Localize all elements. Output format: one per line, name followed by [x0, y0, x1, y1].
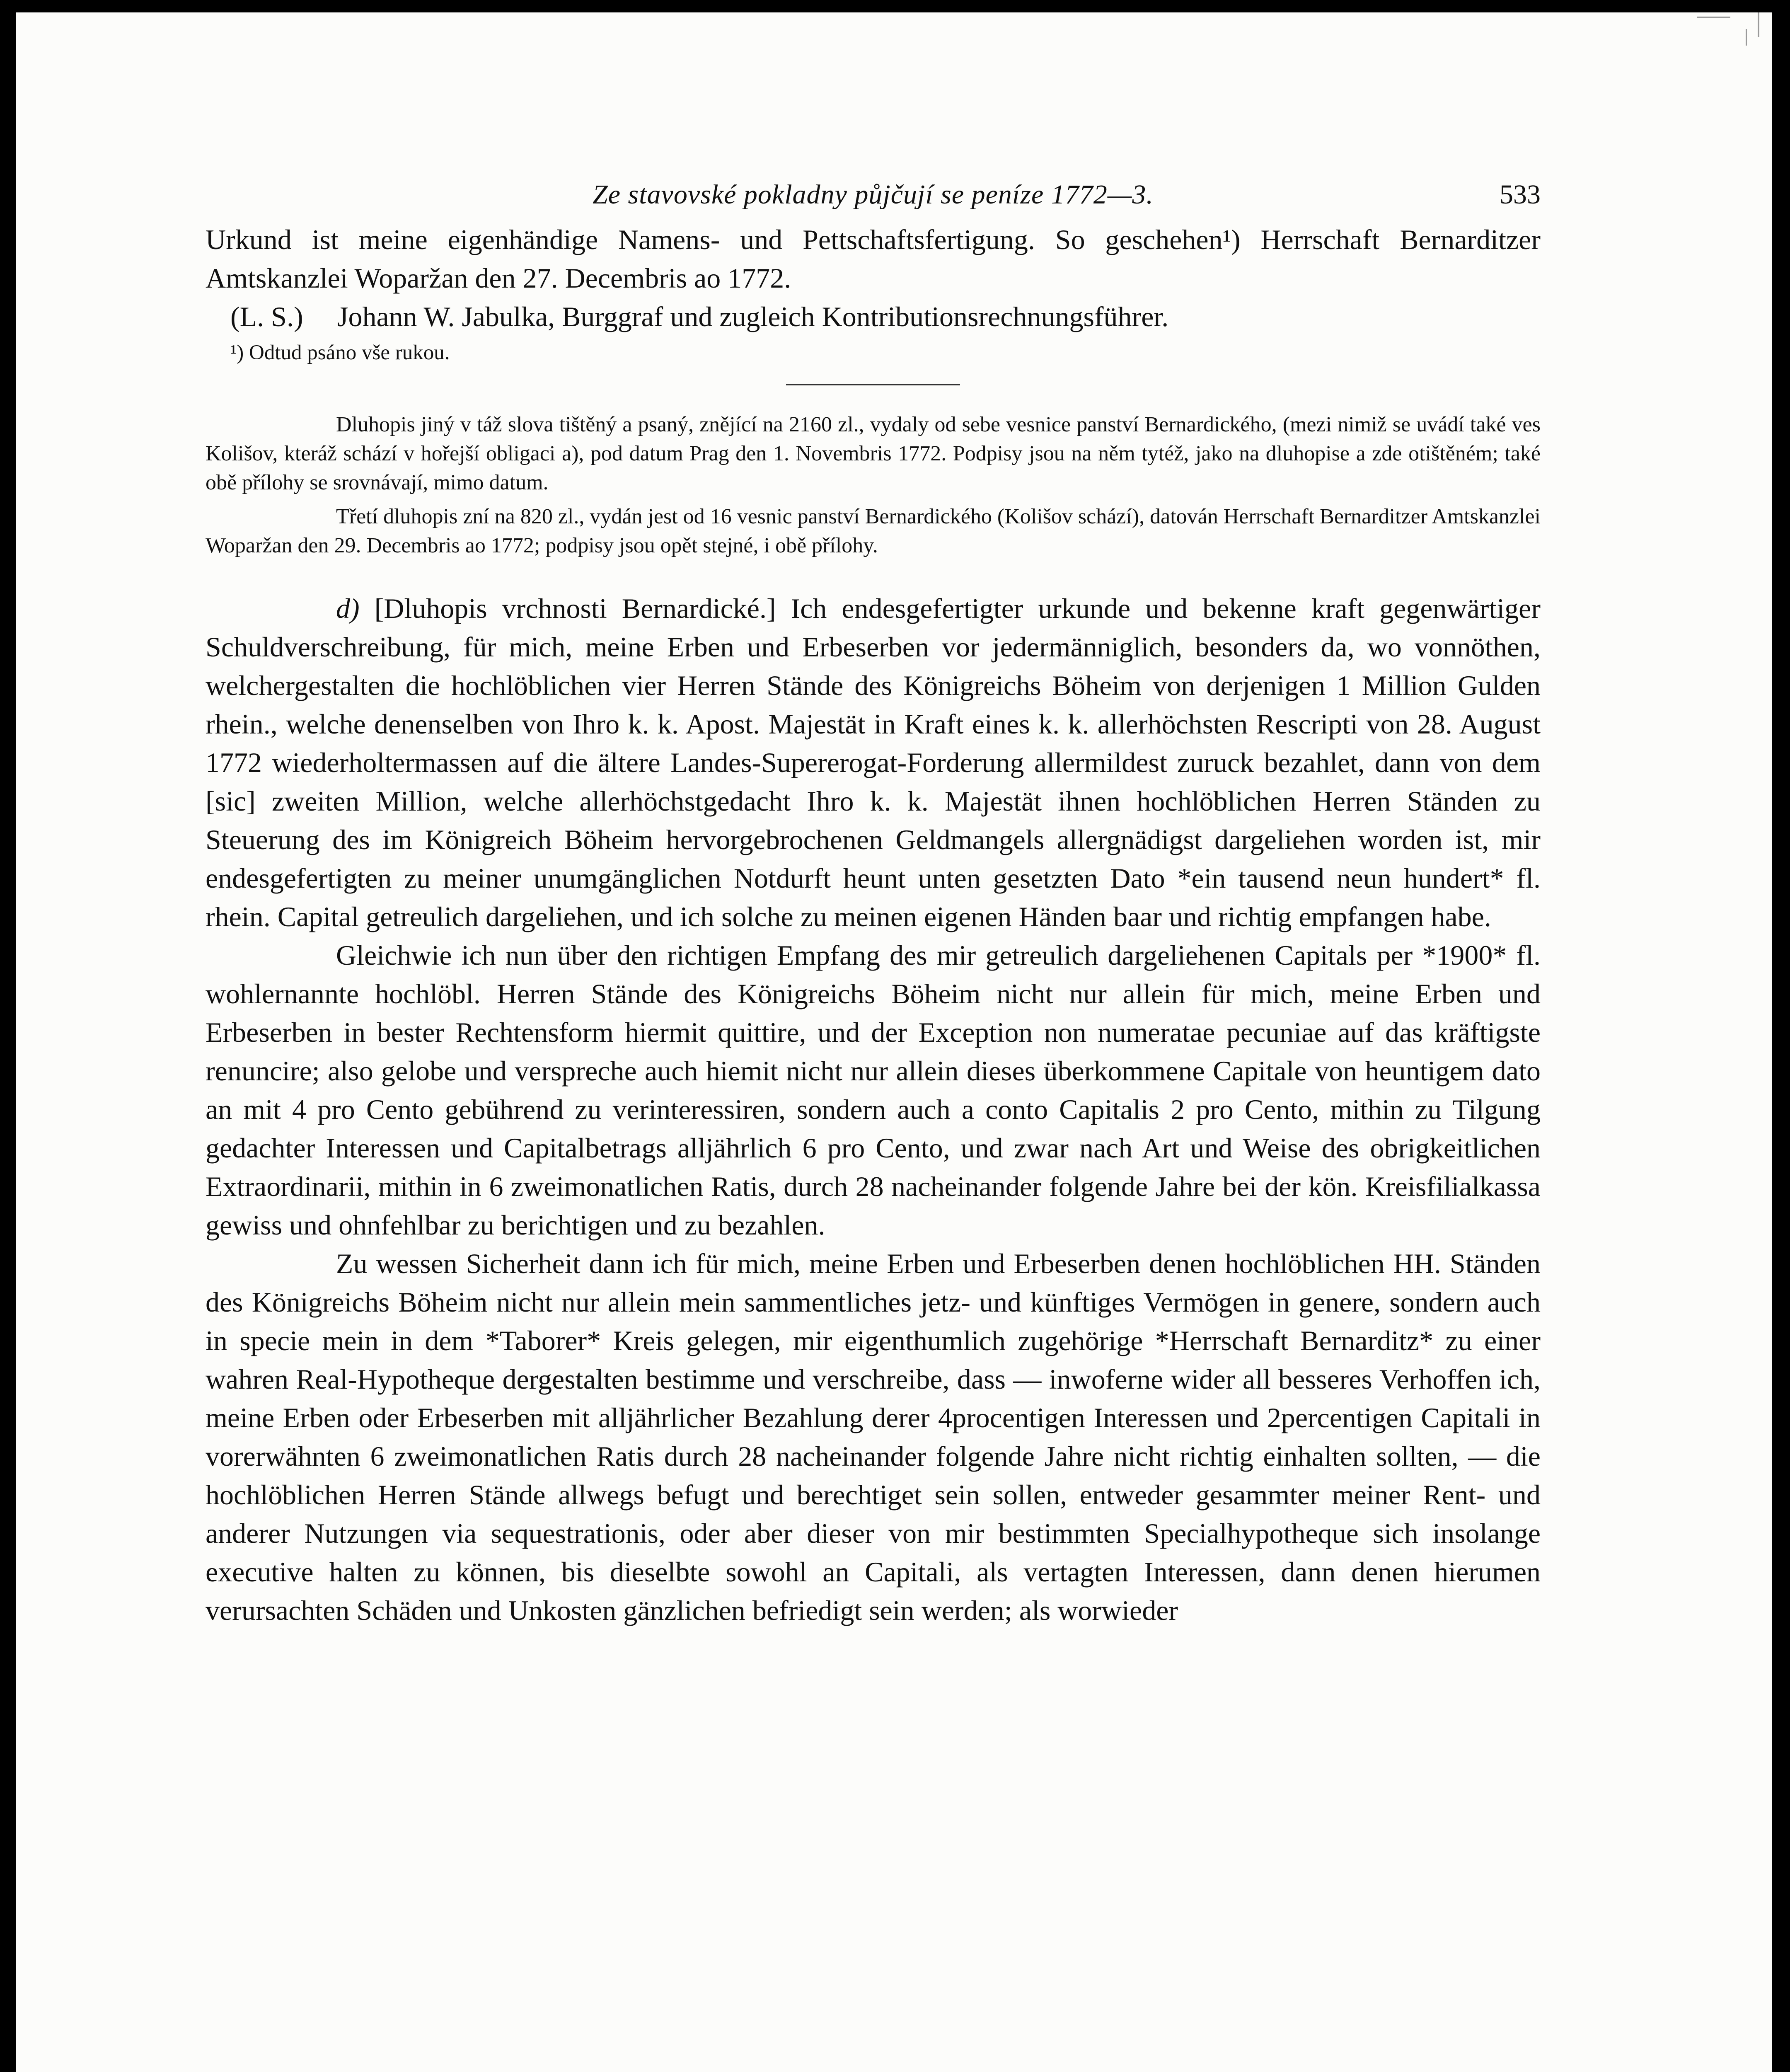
- signature: Johann W. Jabulka, Burggraf und zugleich Kontributionsrechnungsführer.: [337, 301, 1169, 332]
- editorial-note: Dluhopis jiný v táž slova tištěný a psaný, znějící na 2160 zl., vydaly od sebe vesnice panství Bernardického, (mezi nimiž se uvádí také ves Kolišov, kteráž schází v hořejší obligaci a), pod datum Prag den 1. Novembris 1772. Podpisy jsou na něm tytéž, jako na dluhopise a zde otištěném; také obě přílohy se srovnávají, mimo datum.: [206, 413, 1541, 494]
- page-number: 533: [1500, 179, 1541, 210]
- signature-line: [206, 298, 1541, 336]
- body-paragraph: [206, 589, 1541, 936]
- closing-text: Urkund ist meine eigenhändige Namens- und Pettschaftsfertigung. So geschehen¹) Herrschaft Bernarditzer Amtskanzlei Woparžan den 27. Decembris ao 1772.: [206, 224, 1541, 294]
- scanned-page: [16, 12, 1772, 2072]
- body-paragraph: Zu wessen Sicherheit dann ich für mich, meine Erben und Erbeserben denen hochlöblichen HH. Ständen des Königreichs Böheim nicht nur allein mein sammentliches jetz- und künftiges Vermögen in genere, sondern auch in specie mein in dem *Taborer* Kreis gelegen, mir eigenthumlich zugehörige *Herrschaft Bernarditz* zu einer wahren Real-Hypotheque dergestalten bestimme und verschreibe, dass — inwoferne wider all besseres Verhoffen ich, meine Erben oder Erbeserben mit alljährlicher Bezahlung derer 4procentigen Interessen und 2percentigen Capitali in vorerwähnten 6 zweimonatlichen Ratis durch 28 nacheinander folgende Jahre nicht richtig einhalten sollten, — die hochlöblichen Herren Stände allwegs befugt und berechtiget sein sollen, entweder gesammter meiner Rent- und anderer Nutzungen via sequestrationis, oder aber dieser von mir bestimmten Specialhypotheque sich insolange executive halten zu können, bis dieselbte sowohl an Capitali, als vertagten Interessen, dann denen hierumen verursachten Schäden und Unkosten gänzlichen befriedigt sein werden; als worwieder: [206, 1248, 1541, 1626]
- editorial-note: Třetí dluhopis zní na 820 zl., vydán jest od 16 vesnic panství Bernardického (Kolišov schází), datován Herrschaft Bernarditzer Amtskanzlei Woparžan den 29. Decembris ao 1772; podpisy jsou opět stejné, i obě přílohy.: [206, 505, 1541, 557]
- footnote: ¹) Odtud psáno vše rukou.: [230, 341, 450, 364]
- running-title: Ze stavovské pokladny půjčují se peníze 1772—3.: [593, 179, 1154, 210]
- scan-edge-mark: [1758, 12, 1759, 37]
- page-content: [206, 170, 1541, 1630]
- scan-edge-mark: [1746, 29, 1747, 46]
- body-paragraph: Gleichwie ich nun über den richtigen Empfang des mir getreulich dargeliehenen Capitals per *1900* fl. wohlernannte hochlöbl. Herren Stände des Königreichs Böheim nicht nur allein für mich, meine Erben und Erbeserben in bester Rechtensform hiermit quittire, und der Exception non numeratae pecuniae auf das kräftigste renuncire; also gelobe und verspreche auch hiemit nicht nur allein dieses überkommene Capitale von heuntigem dato an mit 4 pro Cento gebührend zu verinteressiren, sondern auch a conto Capitalis 2 pro Cento, mithin zu Tilgung gedachter Interessen und Capitalbetrags alljährlich 6 pro Cento, und zwar nach Art und Weise des obrigkeitlichen Extraordinarii, mithin in 6 zweimonatlichen Ratis, durch 28 nacheinander folgende Jahre bei der kön. Kreisfilialkassa gewiss und ohnfehlbar zu berichtigen und zu bezahlen.: [206, 939, 1541, 1241]
- section-label: d): [336, 593, 360, 624]
- body-paragraph-text: [Dluhopis vrchnosti Bernardické.] Ich endesgefertigter urkunde und bekenne kraft gegenwärtiger Schuldverschreibung, für mich, meine Erben und Erbeserben vor jedermänniglich, besonders da, wo vonnöthen, welchergestalten die hochlöblichen vier Herren Stände des Königreichs Böheim von derjenigen 1 Million Gulden rhein., welche denenselben von Ihro k. k. Apost. Majestät in Kraft eines k. k. allerhöchsten Rescripti von 28. August 1772 wiederholtermassen auf die ältere Landes-Supererogat-Forderung allermildest zuruck bezahlet, dann von dem [sic] zweiten Million, welche allerhöchstgedacht Ihro k. k. Majestät ihnen hochlöblichen Herren Ständen zu Steuerung des im Königreich Böheim hervorgebrochenen Geldmangels allergnädigst dargeliehen worden ist, mir endesgefertigten zu meiner unumgänglichen Notdurft heunt unten gesetzten Dato *ein tausend neun hundert* fl. rhein. Capital getreulich dargeliehen, und ich solche zu meinen eigenen Händen baar und richtig empfangen habe.: [206, 593, 1541, 932]
- running-head: [206, 170, 1541, 220]
- spacer: [206, 560, 1541, 589]
- section-divider: [786, 384, 960, 385]
- scan-edge-mark: [1697, 17, 1730, 18]
- seal-mark: (L. S.): [230, 301, 303, 332]
